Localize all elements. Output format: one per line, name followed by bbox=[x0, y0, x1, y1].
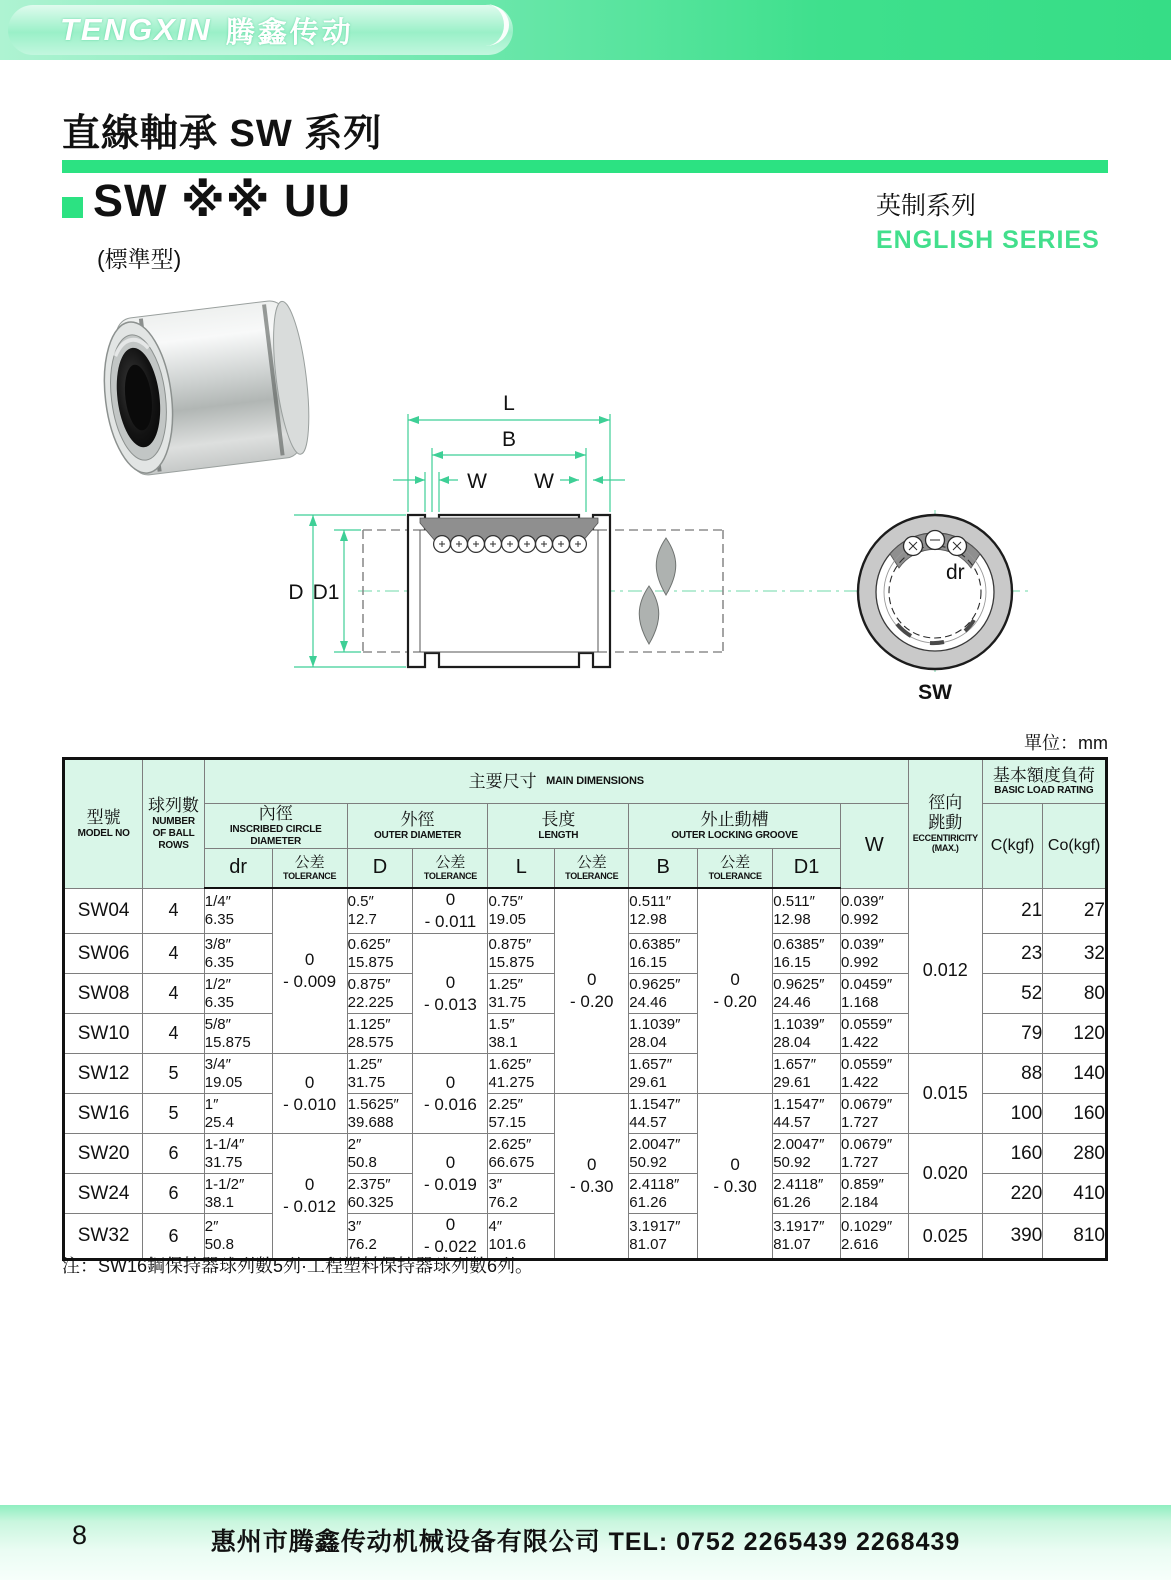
cell-d1: 0.9625″ 24.46 bbox=[773, 974, 841, 1014]
cell-w: 0.0679″ 1.727 bbox=[840, 1094, 908, 1134]
cell-c-load: 21 bbox=[982, 888, 1042, 934]
cell-model: SW04 bbox=[64, 888, 143, 934]
cell-d_tol: 0 - 0.013 bbox=[413, 934, 488, 1054]
header-b-tolerance: 公差 TOLERANCE bbox=[698, 848, 773, 888]
title-underline bbox=[62, 160, 1108, 173]
technical-drawing bbox=[230, 372, 1120, 732]
cell-b_tol: 0 - 0.30 bbox=[698, 1094, 773, 1260]
header-co: Co(kgf) bbox=[1043, 804, 1107, 889]
header-outer-diameter: 外徑 OUTER DIAMETER bbox=[347, 804, 488, 849]
cell-d_tol: 0 - 0.011 bbox=[413, 888, 488, 934]
cell-eccentricity: 0.015 bbox=[908, 1054, 982, 1134]
table-footnote: 注：SW16鋼保持器球列數5列·工程塑料保持器球列數6列。 bbox=[62, 1256, 534, 1276]
cell-dr: 1-1/2″ 38.1 bbox=[204, 1174, 272, 1214]
dim-label-d1: D1 bbox=[312, 581, 340, 604]
cell-d_tol: 0 - 0.022 bbox=[413, 1214, 488, 1260]
cell-d1: 1.657″ 29.61 bbox=[773, 1054, 841, 1094]
cell-dr: 1″ 25.4 bbox=[204, 1094, 272, 1134]
cell-w: 0.859″ 2.184 bbox=[840, 1174, 908, 1214]
cell-d: 3″ 76.2 bbox=[347, 1214, 413, 1260]
series-label-zh: 英制系列 bbox=[876, 192, 977, 220]
cell-w: 0.0679″ 1.727 bbox=[840, 1134, 908, 1174]
series-block bbox=[876, 190, 1100, 258]
cell-d: 0.625″ 15.875 bbox=[347, 934, 413, 974]
cell-l: 0.75″ 19.05 bbox=[488, 888, 555, 934]
header-length: 長度 LENGTH bbox=[488, 804, 629, 849]
cell-l: 0.875″ 15.875 bbox=[488, 934, 555, 974]
header-d-tolerance: 公差 TOLERANCE bbox=[413, 848, 488, 888]
header-l: L bbox=[488, 848, 555, 888]
dimension-lines bbox=[294, 414, 963, 667]
dim-label-b: B bbox=[501, 428, 517, 451]
dim-label-w-left: W bbox=[467, 470, 487, 493]
cell-co-load: 160 bbox=[1043, 1094, 1107, 1134]
cell-co-load: 32 bbox=[1043, 934, 1107, 974]
logo-paren-shape bbox=[462, 4, 509, 46]
header-outer-groove: 外止動槽 OUTER LOCKING GROOVE bbox=[629, 804, 841, 849]
cell-ball-rows: 5 bbox=[143, 1094, 205, 1134]
model-heading: SW ※※ UU bbox=[93, 175, 351, 226]
spec-table-wrap bbox=[62, 757, 1108, 1261]
cell-model: SW16 bbox=[64, 1094, 143, 1134]
header-inner-diameter: 內徑 INSCRIBED CIRCLE DIAMETER bbox=[204, 804, 347, 849]
cell-d: 2″ 50.8 bbox=[347, 1134, 413, 1174]
cell-b: 2.4118″ 61.26 bbox=[629, 1174, 698, 1214]
cell-b: 1.1039″ 28.04 bbox=[629, 1014, 698, 1054]
header-dr-tolerance: 公差 TOLERANCE bbox=[272, 848, 347, 888]
cell-model: SW20 bbox=[64, 1134, 143, 1174]
cell-co-load: 280 bbox=[1043, 1134, 1107, 1174]
cell-eccentricity: 0.012 bbox=[908, 888, 982, 1054]
cell-eccentricity: 0.020 bbox=[908, 1134, 982, 1214]
cell-d1: 0.6385″ 16.15 bbox=[773, 934, 841, 974]
cell-b: 0.6385″ 16.15 bbox=[629, 934, 698, 974]
cell-model: SW32 bbox=[64, 1214, 143, 1260]
ball-row bbox=[434, 536, 587, 553]
cell-l: 2.625″ 66.675 bbox=[488, 1134, 555, 1174]
cell-model: SW12 bbox=[64, 1054, 143, 1094]
brand-bar bbox=[0, 0, 1171, 60]
cell-dr: 1-1/4″ 31.75 bbox=[204, 1134, 272, 1174]
header-ball-rows: 球列數 NUMBER OF BALL ROWS bbox=[143, 759, 205, 889]
cell-b: 0.9625″ 24.46 bbox=[629, 974, 698, 1014]
logo-text-en: TENGXIN bbox=[60, 12, 212, 47]
cell-model: SW24 bbox=[64, 1174, 143, 1214]
cell-d1: 1.1039″ 28.04 bbox=[773, 1014, 841, 1054]
cell-l_tol: 0 - 0.30 bbox=[555, 1094, 629, 1260]
cell-d: 1.5625″ 39.688 bbox=[347, 1094, 413, 1134]
cell-d: 0.875″ 22.225 bbox=[347, 974, 413, 1014]
view-label-sw: SW bbox=[918, 681, 952, 704]
cell-ball-rows: 6 bbox=[143, 1214, 205, 1260]
cell-c-load: 220 bbox=[982, 1174, 1042, 1214]
cell-d: 1.25″ 31.75 bbox=[347, 1054, 413, 1094]
logo-text-zh: 腾鑫传动 bbox=[225, 16, 354, 49]
cell-ball-rows: 4 bbox=[143, 888, 205, 934]
cell-b_tol: 0 - 0.20 bbox=[698, 888, 773, 1094]
cell-w: 0.039″ 0.992 bbox=[840, 888, 908, 934]
cell-eccentricity: 0.025 bbox=[908, 1214, 982, 1260]
series-label-en: ENGLISH SERIES bbox=[876, 225, 1100, 254]
cell-b: 1.657″ 29.61 bbox=[629, 1054, 698, 1094]
cell-co-load: 27 bbox=[1043, 888, 1107, 934]
cell-c-load: 88 bbox=[982, 1054, 1042, 1094]
header-l-tolerance: 公差 TOLERANCE bbox=[555, 848, 629, 888]
header-main-dimensions: 主要尺寸 MAIN DIMENSIONS bbox=[204, 759, 908, 804]
header-dr: dr bbox=[204, 848, 272, 888]
cell-l: 3″ 76.2 bbox=[488, 1174, 555, 1214]
cell-w: 0.039″ 0.992 bbox=[840, 934, 908, 974]
cell-c-load: 160 bbox=[982, 1134, 1042, 1174]
footer-company: 惠州市腾鑫传动机械设备有限公司 TEL: 0752 2265439 2268439 bbox=[210, 1528, 961, 1556]
dim-label-w-right: W bbox=[534, 470, 554, 493]
cell-d1: 2.4118″ 61.26 bbox=[773, 1174, 841, 1214]
cell-dr: 3/4″ 19.05 bbox=[204, 1054, 272, 1094]
header-eccentricity: 徑向 跳動 ECCENTIRICITY (MAX.) bbox=[908, 759, 982, 889]
cell-w: 0.0559″ 1.422 bbox=[840, 1014, 908, 1054]
cell-w: 0.1029″ 2.616 bbox=[840, 1214, 908, 1260]
header-basic-load: 基本額度負荷 BASIC LOAD RATING bbox=[982, 759, 1106, 804]
cell-dr_tol: 0 - 0.012 bbox=[272, 1134, 347, 1260]
cell-d1: 1.1547″ 44.57 bbox=[773, 1094, 841, 1134]
cell-co-load: 80 bbox=[1043, 974, 1107, 1014]
brand-logo bbox=[8, 5, 513, 55]
cell-ball-rows: 6 bbox=[143, 1174, 205, 1214]
cell-dr_tol: 0 - 0.010 bbox=[272, 1054, 347, 1134]
cell-b: 0.511″ 12.98 bbox=[629, 888, 698, 934]
cell-b: 1.1547″ 44.57 bbox=[629, 1094, 698, 1134]
spec-table bbox=[62, 757, 1108, 1261]
cell-co-load: 410 bbox=[1043, 1174, 1107, 1214]
cell-l: 2.25″ 57.15 bbox=[488, 1094, 555, 1134]
cell-ball-rows: 5 bbox=[143, 1054, 205, 1094]
cell-co-load: 120 bbox=[1043, 1014, 1107, 1054]
cell-l: 1.625″ 41.275 bbox=[488, 1054, 555, 1094]
cell-co-load: 140 bbox=[1043, 1054, 1107, 1094]
cell-l: 4″ 101.6 bbox=[488, 1214, 555, 1260]
cell-d1: 0.511″ 12.98 bbox=[773, 888, 841, 934]
cell-d: 2.375″ 60.325 bbox=[347, 1174, 413, 1214]
header-model: 型號 MODEL NO bbox=[64, 759, 143, 889]
header-d1: D1 bbox=[773, 848, 841, 888]
cell-d_tol: 0 - 0.019 bbox=[413, 1134, 488, 1214]
cell-dr: 1/4″ 6.35 bbox=[204, 888, 272, 934]
type-note: (標準型) bbox=[97, 246, 182, 272]
cell-dr: 1/2″ 6.35 bbox=[204, 974, 272, 1014]
dim-label-l: L bbox=[503, 392, 515, 415]
cell-dr: 3/8″ 6.35 bbox=[204, 934, 272, 974]
cell-co-load: 810 bbox=[1043, 1214, 1107, 1260]
dim-label-d: D bbox=[288, 581, 304, 604]
cell-model: SW10 bbox=[64, 1014, 143, 1054]
page-title: 直線軸承 SW 系列 bbox=[62, 113, 383, 155]
drawing-labels bbox=[288, 392, 964, 704]
cell-ball-rows: 4 bbox=[143, 974, 205, 1014]
page-number: 8 bbox=[72, 1520, 88, 1550]
cell-c-load: 390 bbox=[982, 1214, 1042, 1260]
cell-b: 3.1917″ 81.07 bbox=[629, 1214, 698, 1260]
spec-table-body bbox=[64, 888, 1107, 1260]
cell-model: SW08 bbox=[64, 974, 143, 1014]
cell-l: 1.25″ 31.75 bbox=[488, 974, 555, 1014]
cell-dr: 2″ 50.8 bbox=[204, 1214, 272, 1260]
cell-d: 1.125″ 28.575 bbox=[347, 1014, 413, 1054]
cell-ball-rows: 4 bbox=[143, 1014, 205, 1054]
cell-model: SW06 bbox=[64, 934, 143, 974]
section-bullet bbox=[62, 197, 83, 218]
header-d: D bbox=[347, 848, 413, 888]
header-w: W bbox=[840, 804, 908, 889]
unit-label: 單位：mm bbox=[1024, 733, 1108, 753]
header-b: B bbox=[629, 848, 698, 888]
header-c: C(kgf) bbox=[982, 804, 1042, 889]
dim-label-dr: dr bbox=[946, 561, 965, 584]
cell-d1: 3.1917″ 81.07 bbox=[773, 1214, 841, 1260]
cell-dr_tol: 0 - 0.009 bbox=[272, 888, 347, 1054]
cell-dr: 5/8″ 15.875 bbox=[204, 1014, 272, 1054]
cell-l: 1.5″ 38.1 bbox=[488, 1014, 555, 1054]
table-row bbox=[64, 888, 1107, 934]
cell-ball-rows: 6 bbox=[143, 1134, 205, 1174]
cell-b: 2.0047″ 50.92 bbox=[629, 1134, 698, 1174]
cell-ball-rows: 4 bbox=[143, 934, 205, 974]
cell-l_tol: 0 - 0.20 bbox=[555, 888, 629, 1094]
cell-d1: 2.0047″ 50.92 bbox=[773, 1134, 841, 1174]
cell-w: 0.0459″ 1.168 bbox=[840, 974, 908, 1014]
cell-c-load: 52 bbox=[982, 974, 1042, 1014]
cell-d: 0.5″ 12.7 bbox=[347, 888, 413, 934]
cell-w: 0.0559″ 1.422 bbox=[840, 1054, 908, 1094]
cell-c-load: 23 bbox=[982, 934, 1042, 974]
cell-d_tol: 0 - 0.016 bbox=[413, 1054, 488, 1134]
cell-c-load: 100 bbox=[982, 1094, 1042, 1134]
end-view bbox=[858, 510, 1012, 674]
cell-c-load: 79 bbox=[982, 1014, 1042, 1054]
